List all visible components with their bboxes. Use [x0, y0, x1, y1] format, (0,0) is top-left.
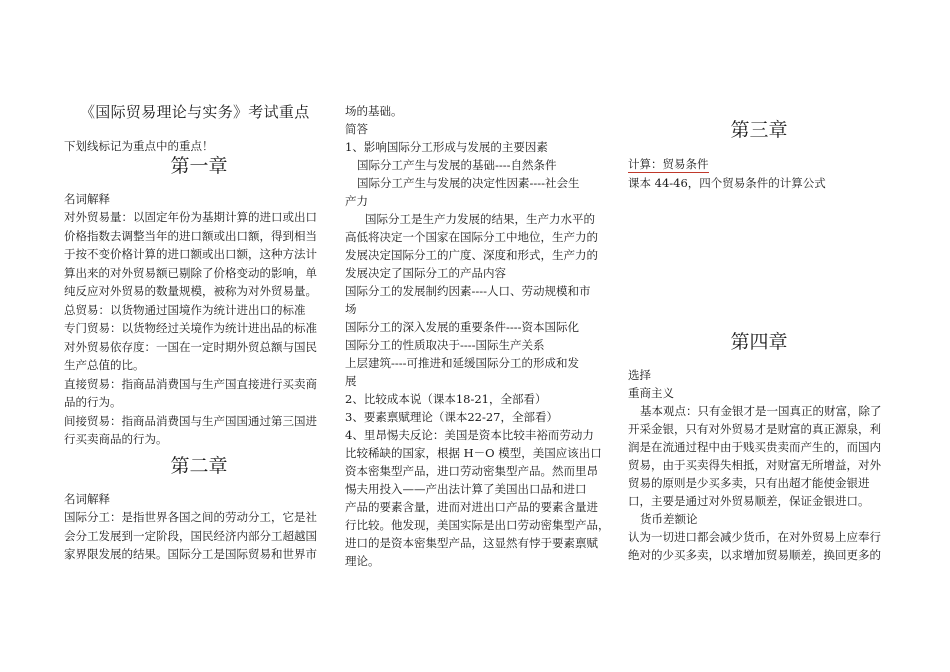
ch4-line: 认为一切进口都会减少货币，在对外贸易上应奉行 [628, 530, 881, 544]
ch4-line: 重商主义 [628, 386, 674, 400]
mid-line: 上层建筑----可推进和延缓国际分工的形成和发 [345, 356, 580, 370]
mid-line: 场 [345, 302, 357, 316]
ch2-section-label: 名词解释 [64, 492, 110, 506]
mid-line: 进口的是资本密集型产品，这显然有悖于要素禀赋 [345, 536, 598, 550]
mid-line: 国际分工的深入发展的重要条件----资本国际化 [345, 320, 580, 334]
mid-line: 发展决定了国际分工的产品内容 [345, 266, 506, 280]
mid-line: 国际分工产生与发展的基础----自然条件 [357, 158, 557, 172]
chapter-2-heading: 第二章 [170, 455, 228, 477]
ch1-section-label: 名词解释 [64, 192, 110, 206]
mid-line: 简答 [345, 122, 368, 136]
ch4-line: 绝对的少买多卖，以求增加贸易顺差，换回更多的 [628, 548, 881, 562]
ch2-line: 国际分工：是指世界各国之间的劳动分工，它是社 [64, 510, 317, 524]
highlight-note: 下划线标记为重点中的重点！ [64, 139, 214, 153]
mid-line: 场的基础。 [345, 104, 403, 118]
mid-line: 比较稀缺的国家，根据 H－O 模型，美国应该出口 [345, 446, 602, 460]
ch1-line: 对外贸易依存度：一国在一定时期外贸总额与国民 [64, 339, 317, 354]
mid-line: 理论。 [345, 554, 380, 568]
ch1-line: 算出来的对外贸易额已剔除了价格变动的影响，单 [64, 265, 317, 280]
mid-line: 产力 [345, 194, 368, 208]
mid-line: 4、里昂惕夫反论：美国是资本比较丰裕而劳动力 [345, 428, 594, 442]
ch1-line: 品的行为。 [64, 395, 122, 409]
mid-line: 国际分工的发展制约因素----人口、劳动规模和市 [345, 284, 591, 298]
chapter-1-heading: 第一章 [170, 155, 228, 177]
ch1-line: 间接贸易：指商品消费国与生产国国通过第三国进 [64, 413, 317, 428]
chapter-4-heading: 第四章 [730, 331, 788, 353]
ch1-line: 生产总值的比。 [64, 358, 145, 372]
ch1-line: 行买卖商品的行为。 [64, 432, 168, 446]
ch3-underlined-item [628, 155, 709, 174]
ch1-line: 对外贸易量：以固定年份为基期计算的进口或出口 [64, 210, 317, 224]
underline-mark: 计算：贸易条件 [628, 157, 709, 171]
ch4-line: 口，主要是通过对外贸易顺差，保证金银进口。 [628, 494, 870, 508]
mid-line: 国际分工的性质取决于----国际生产关系 [345, 338, 545, 352]
ch1-line: 纯反应对外贸易的数量规模，被称为对外贸易量。 [64, 284, 317, 298]
mid-line: 国际分工产生与发展的决定性因素----社会生 [357, 176, 580, 190]
ch4-line: 货币差额论 [640, 512, 698, 526]
mid-line: 3、要素禀赋理论（课本22-27，全部看） [345, 410, 558, 424]
mid-line: 发展决定国际分工的广度、深度和形式，生产力的 [345, 248, 598, 262]
ch3-line: 课本 44-46，四个贸易条件的计算公式 [628, 176, 826, 190]
ch1-line: 专门贸易：以货物经过关境作为统计进出品的标准 [64, 321, 317, 335]
ch4-line: 贸易的原则是少买多卖，只有出超才能使金银进 [628, 476, 870, 490]
ch4-line: 基本观点：只有金银才是一国真正的财富，除了 [640, 404, 882, 418]
ch4-line: 润是在流通过程中由于贱买贵卖而产生的，而国内 [628, 440, 881, 454]
mid-line: 惕夫用投入——产出法计算了美国出口品和进口 [345, 482, 587, 496]
ch2-line: 家界限发展的结果。国际分工是国际贸易和世界市 [64, 547, 317, 561]
mid-line: 展 [345, 374, 357, 388]
chapter-3-heading: 第三章 [730, 119, 788, 141]
ch1-line: 于按不变价格计算的进口额或出口额，这种方法计 [64, 247, 317, 261]
document-title: 《国际贸易理论与实务》考试重点 [80, 103, 310, 121]
mid-line: 2、比较成本说（课本18-21，全部看） [345, 392, 547, 406]
mid-line: 资本密集型产品，进口劳动密集型产品。然而里昂 [345, 464, 598, 478]
mid-line: 国际分工是生产力发展的结果，生产力水平的 [365, 212, 595, 226]
ch1-line: 直接贸易：指商品消费国与生产国直接进行买卖商 [64, 376, 317, 391]
ch4-line: 选择 [628, 368, 651, 382]
mid-line: 产品的要素含量，进而对进出口产品的要素含量进 [345, 500, 598, 514]
ch1-line: 价格指数去调整当年的进口额或出口额，得到相当 [64, 228, 317, 243]
ch4-line: 开采金银，只有对外贸易才是财富的真正源泉，利 [628, 422, 881, 436]
ch2-line: 会分工发展到一定阶段，国民经济内部分工超越国 [64, 528, 317, 543]
ch4-line: 贸易，由于买卖得失相抵，对财富无所增益，对外 [628, 458, 881, 472]
mid-line: 高低将决定一个国家在国际分工中地位，生产力的 [345, 230, 598, 244]
mid-line: 行比较。他发现，美国实际是出口劳动密集型产品， [345, 518, 610, 532]
mid-line: 1、影响国际分工形成与发展的主要因素 [345, 140, 548, 154]
ch1-line: 总贸易：以货物通过国境作为统计进出口的标准 [64, 302, 306, 317]
